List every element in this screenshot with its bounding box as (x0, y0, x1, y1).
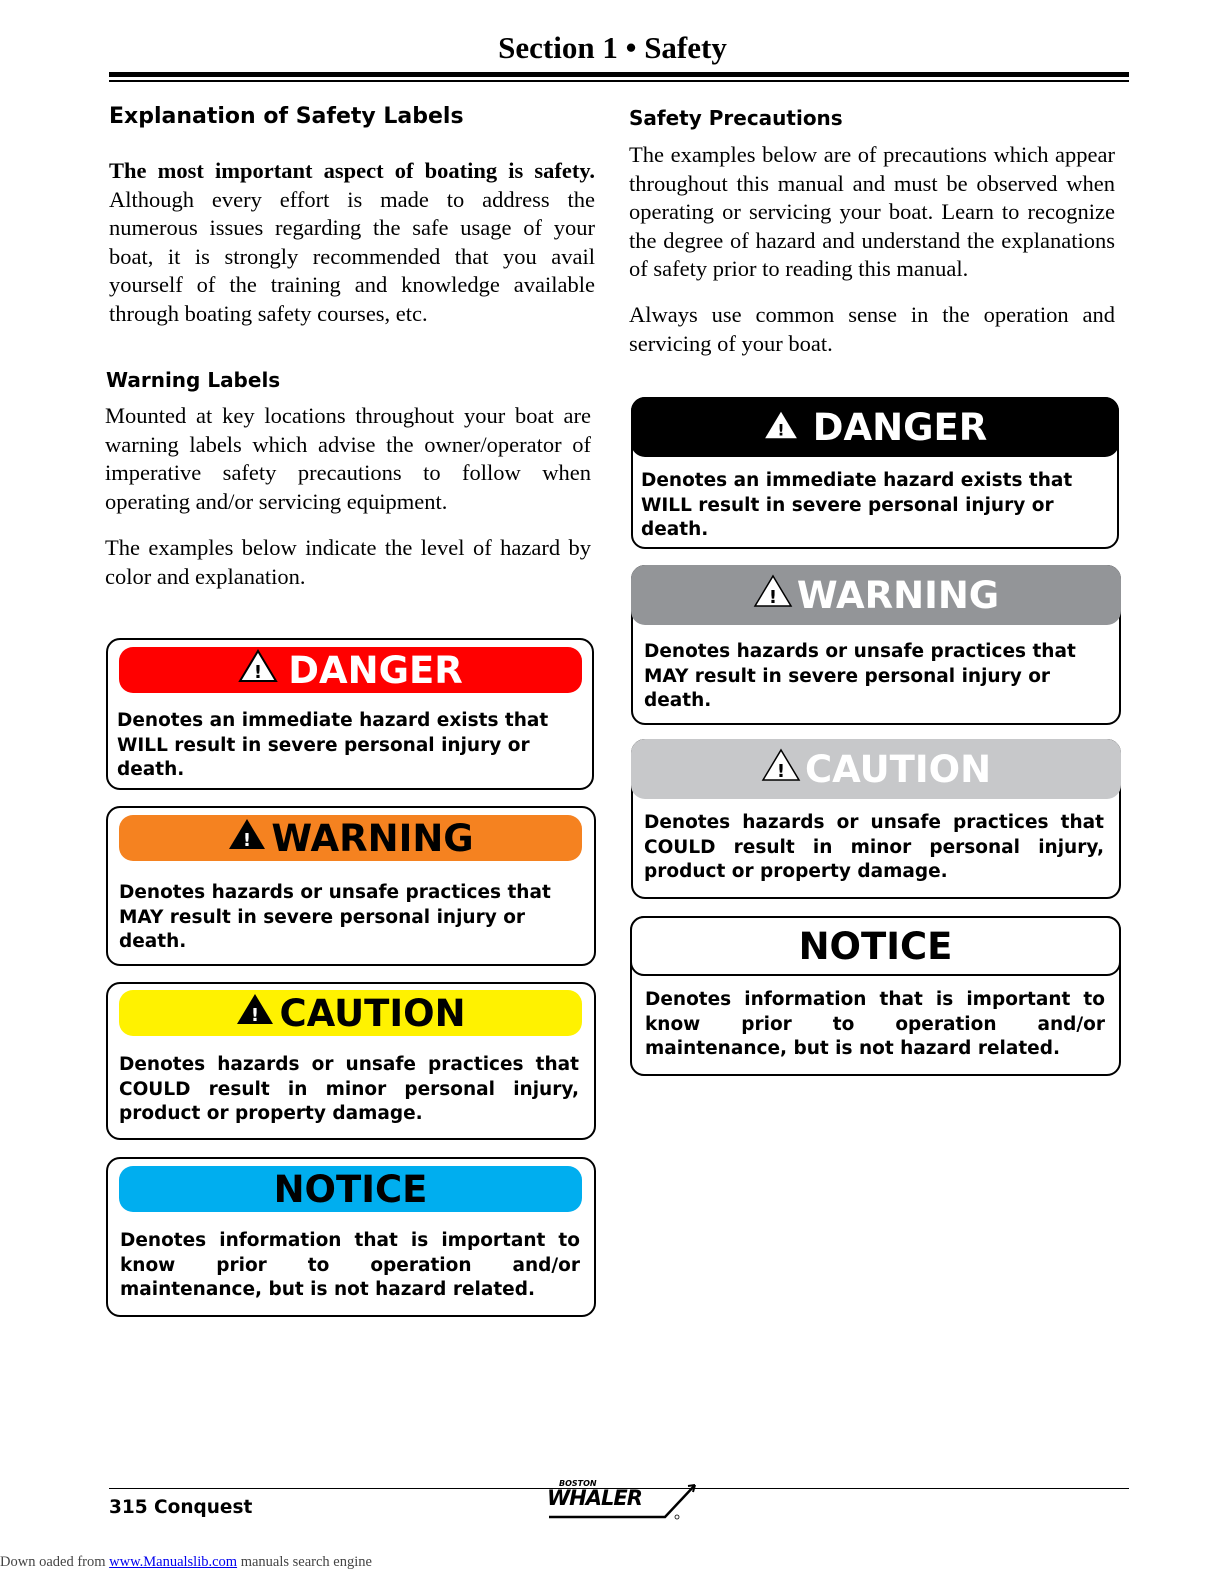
notice-banner (119, 1166, 582, 1212)
warning-label-bw (631, 565, 1121, 725)
boston-whaler-logo (545, 1477, 705, 1521)
danger-label-bw (631, 397, 1119, 549)
download-prefix: Down oaded from (0, 1554, 106, 1570)
explanation-heading: Explanation of Safety Labels (109, 104, 464, 129)
svg-text:!: ! (776, 760, 786, 782)
caution-label-bw (631, 739, 1121, 899)
warning-triangle-icon (761, 748, 801, 791)
footer-model: 315 Conquest (109, 1497, 253, 1518)
notice-description-bw: Denotes information that is important to know prior to operation and/or maintenance, but is not hazard related. (645, 989, 1105, 1059)
notice-description: Denotes information that is important to know prior to operation and/or maintenance, but is not hazard related. (120, 1230, 580, 1300)
warning-triangle-icon (227, 817, 267, 860)
caution-title-bw: CAUTION (804, 747, 992, 791)
safety-precautions-heading: Safety Precautions (629, 106, 843, 130)
caution-banner (119, 990, 582, 1036)
logo-small-text: BOSTON (559, 1479, 597, 1488)
danger-banner (119, 647, 582, 693)
warning-triangle-icon (235, 992, 275, 1035)
notice-title: NOTICE (273, 1167, 428, 1211)
notice-banner-bw (630, 916, 1121, 976)
warning-description: Denotes hazards or unsafe practices that MAY result in severe personal injury or death. (119, 882, 551, 952)
danger-description-bw: Denotes an immediate hazard exists that WILL result in severe personal injury or death. (641, 470, 1073, 540)
intro-paragraph (109, 157, 595, 329)
header-rule (109, 72, 1129, 77)
danger-title: DANGER (288, 648, 463, 692)
caution-description: Denotes hazards or unsafe practices that COULD result in minor personal injury, product or property damage. (119, 1054, 579, 1124)
precautions-paragraph-2: Always use common sense in the operation and servicing of your boat. (629, 302, 1115, 356)
notice-label-color (106, 1157, 596, 1317)
download-suffix: manuals search engine (240, 1554, 372, 1570)
intro-rest: Although every effort is made to address the numerous issues regarding the safe usage of your boat, it is strongly recommended that you avail yourself of the training and knowledge available through boating safety courses, etc. (109, 186, 595, 326)
warning-triangle-icon (238, 649, 278, 692)
svg-text:!: ! (777, 420, 785, 440)
warning-title-bw: WARNING (796, 573, 1000, 617)
caution-label-color (106, 982, 596, 1140)
svg-text:!: ! (768, 586, 777, 608)
notice-title-bw: NOTICE (798, 924, 953, 968)
warning-labels-paragraph-2: The examples below indicate the level of hazard by color and explanation. (105, 535, 591, 589)
logo-main-text: WHALER (547, 1486, 642, 1510)
caution-banner-bw (631, 739, 1121, 799)
danger-banner-bw (631, 397, 1119, 457)
caution-description-bw: Denotes hazards or unsafe practices that COULD result in minor personal injury, product or property damage. (644, 812, 1104, 882)
svg-text:!: ! (254, 661, 263, 683)
section-title: Section 1 • Safety (498, 30, 727, 65)
svg-text:!: ! (251, 1004, 260, 1026)
warning-triangle-icon (753, 574, 793, 617)
warning-triangle-icon (763, 406, 799, 449)
warning-description-bw: Denotes hazards or unsafe practices that MAY result in severe personal injury or death. (644, 641, 1076, 711)
warning-label-color (106, 806, 596, 966)
danger-description: Denotes an immediate hazard exists that WILL result in severe personal injury or death. (117, 710, 549, 780)
danger-label-color (106, 638, 594, 790)
notice-label-bw (630, 916, 1121, 1076)
warning-title: WARNING (271, 816, 474, 860)
download-source-line (0, 1554, 372, 1571)
danger-title-bw: DANGER (812, 405, 988, 449)
manualslib-link[interactable]: www.Manualslib.com (109, 1554, 238, 1570)
header-rule-thin (109, 80, 1129, 82)
svg-text:!: ! (243, 829, 252, 851)
intro-bold: The most important aspect of boating is safety. (109, 158, 595, 183)
warning-banner (119, 815, 582, 861)
precautions-paragraph-1: The examples below are of precautions which appear throughout this manual and must be observed when operating or servicing your boat. Learn to recognize the degree of hazard and understand the explanations of safety prior to reading this manual. (629, 142, 1115, 282)
warning-banner-bw (631, 565, 1121, 625)
warning-labels-paragraph-1: Mounted at key locations throughout your boat are warning labels which advise the owner/operator of imperative safety precautions to follow when operating and/or servicing equipment. (105, 403, 591, 514)
warning-labels-heading: Warning Labels (106, 368, 281, 392)
caution-title: CAUTION (279, 991, 466, 1035)
